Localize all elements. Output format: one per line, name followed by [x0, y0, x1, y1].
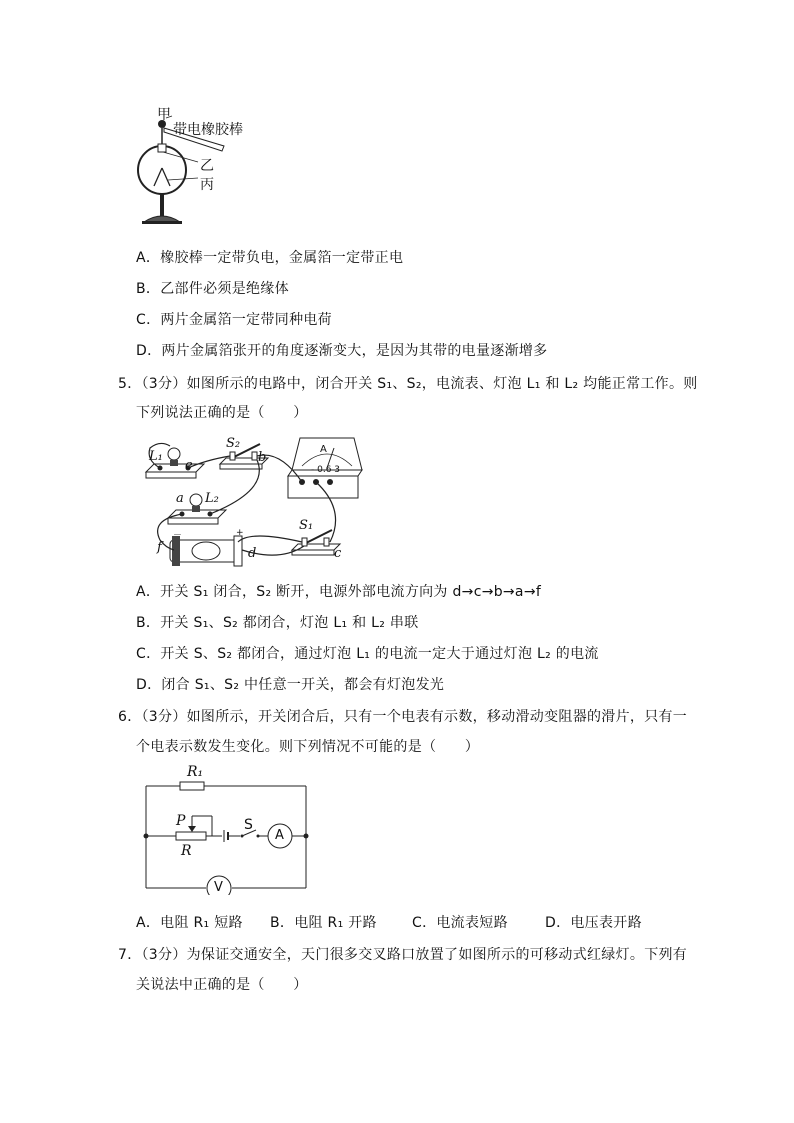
- label-s1: S₁: [299, 518, 314, 533]
- battery-minus: －: [173, 531, 183, 541]
- q6-stem-line2: 个电表示数发生变化。则下列情况不可能的是（ ）: [136, 739, 480, 755]
- label-s: S: [244, 817, 253, 833]
- q6-option-c: C．电流表短路: [412, 915, 508, 931]
- q5-option-b: B．开关 S₁、S₂ 都闭合，灯泡 L₁ 和 L₂ 串联: [136, 615, 419, 631]
- label-a: a: [176, 491, 184, 506]
- q4-option-c: C．两片金属箔一定带同种电荷: [136, 312, 332, 328]
- ammeter-label: A: [320, 444, 327, 455]
- q6-circuit-figure: [140, 760, 315, 895]
- voltmeter-symbol: V: [214, 880, 223, 895]
- label-rod: 带电橡胶棒: [173, 122, 243, 138]
- ammeter-symbol: A: [275, 828, 284, 843]
- label-b: b: [258, 450, 267, 465]
- label-f: f: [157, 540, 162, 555]
- q6-option-b: B．电阻 R₁ 开路: [270, 915, 377, 931]
- label-c: c: [334, 546, 342, 561]
- q7-stem-line1: 7．（3分）为保证交通安全，天门很多交叉路口放置了如图所示的可移动式红绿灯。下列有: [118, 947, 688, 963]
- label-d: d: [248, 546, 257, 561]
- label-r1: R₁: [187, 764, 204, 780]
- q5-option-a: A．开关 S₁ 闭合，S₂ 断开，电源外部电流方向为 d→c→b→a→f: [136, 584, 542, 600]
- q5-stem-line1: 5．（3分）如图所示的电路中，闭合开关 S₁、S₂，电流表、灯泡 L₁ 和 L₂ 均能正常工作。则: [118, 376, 698, 392]
- q5-stem-line2: 下列说法正确的是（ ）: [136, 405, 308, 421]
- label-s2: S₂: [226, 436, 241, 451]
- q5-option-d: D．闭合 S₁、S₂ 中任意一开关，都会有灯泡发光: [136, 677, 445, 693]
- q4-option-a: A．橡胶棒一定带负电，金属箔一定带正电: [136, 250, 404, 266]
- label-bing: 丙: [200, 177, 214, 193]
- q6-stem-line1: 6．（3分）如图所示，开关闭合后，只有一个电表有示数，移动滑动变阻器的滑片，只有一: [118, 709, 688, 725]
- q4-option-d: D．两片金属箔张开的角度逐渐变大，是因为其带的电量逐渐增多: [136, 343, 548, 359]
- label-l2: L₂: [205, 491, 219, 506]
- label-e: e: [185, 458, 193, 473]
- q7-stem-line2: 关说法中正确的是（ ）: [136, 977, 308, 993]
- ammeter-scale: - 0.6 3: [311, 465, 341, 475]
- q6-option-d: D．电压表开路: [545, 915, 642, 931]
- label-r: R: [181, 843, 192, 859]
- q4-option-b: B．乙部件必须是绝缘体: [136, 281, 289, 297]
- label-p: P: [176, 813, 186, 829]
- label-jia: 甲: [157, 107, 171, 123]
- battery-plus: +: [236, 528, 244, 538]
- q5-option-c: C．开关 S、S₂ 都闭合，通过灯泡 L₁ 的电流一定大于通过灯泡 L₂ 的电流: [136, 646, 599, 662]
- q6-option-a: A．电阻 R₁ 短路: [136, 915, 243, 931]
- label-l1: L₁: [149, 449, 163, 464]
- label-yi: 乙: [200, 158, 214, 174]
